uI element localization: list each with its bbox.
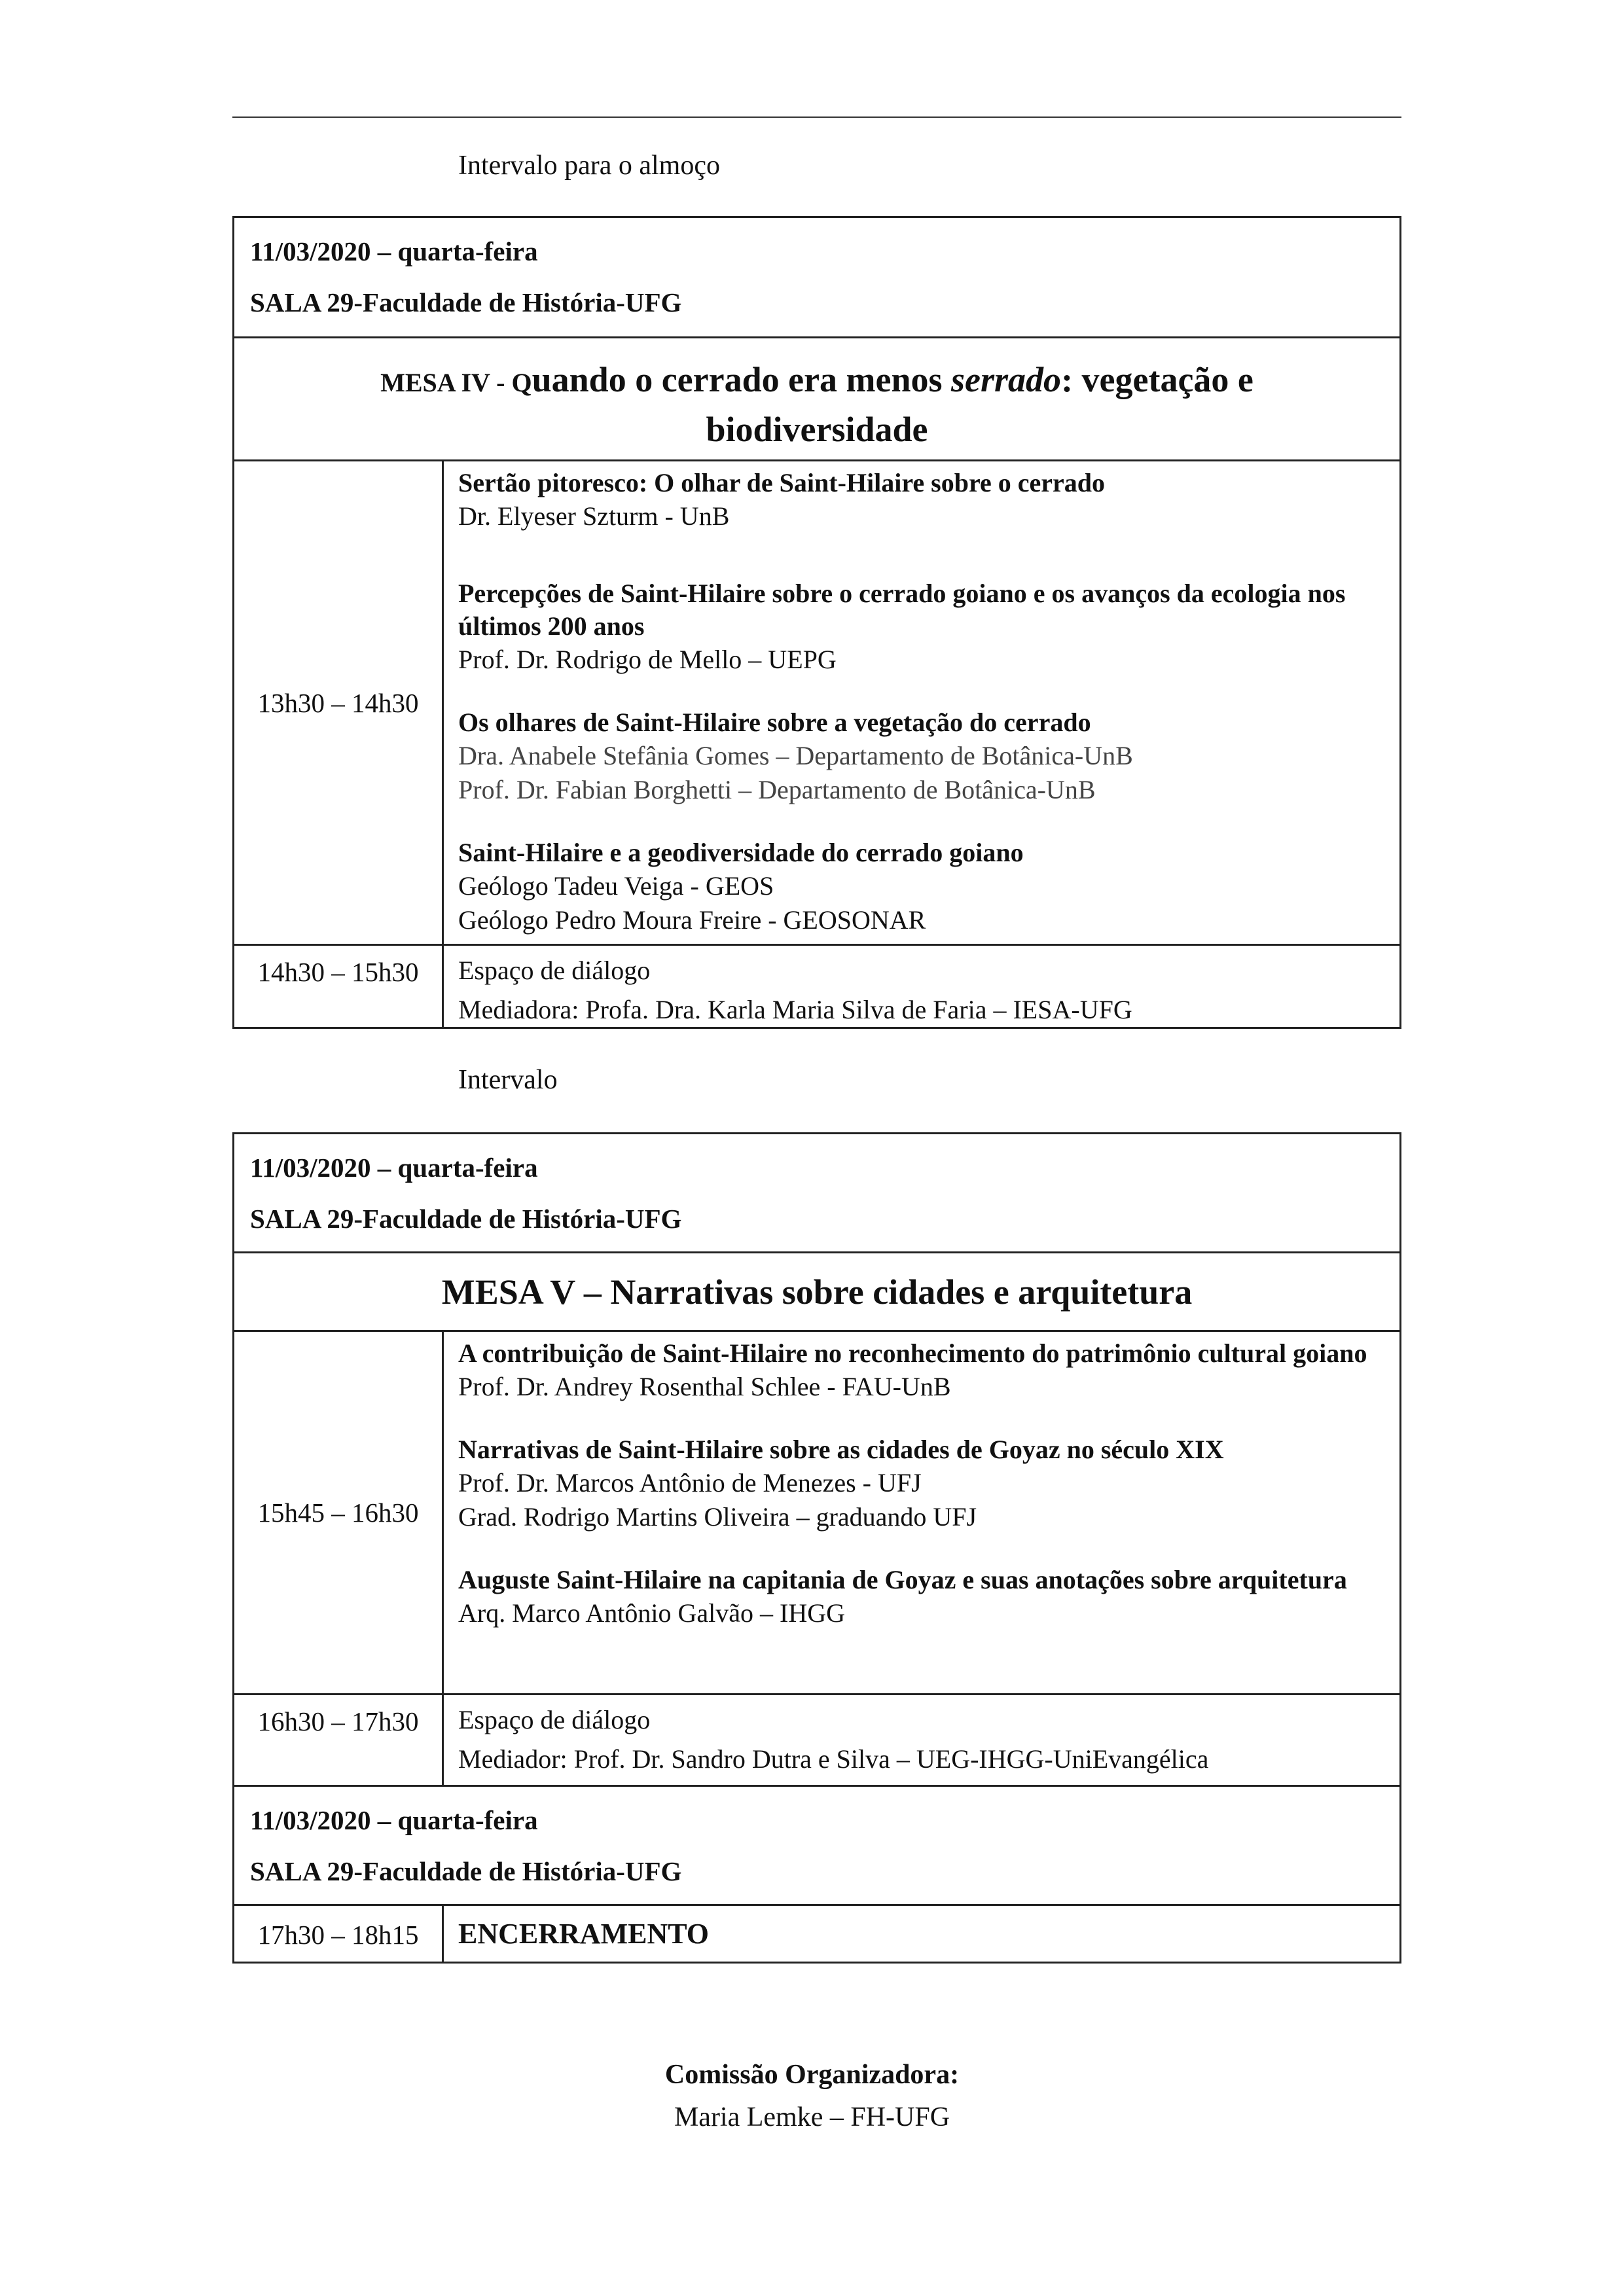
schedule-row xyxy=(234,1906,1399,1962)
talk-speaker: Prof. Dr. Fabian Borghetti – Departamento de Botânica-UnB xyxy=(458,775,1096,804)
mediator: Mediadora: Profa. Dra. Karla Maria Silva de Faria – IESA-UFG xyxy=(458,995,1132,1024)
organizer-name: Maria Lemke – FH-UFG xyxy=(674,2102,950,2132)
time-cell: 14h30 – 15h30 xyxy=(234,946,444,1027)
dialogue-label: Espaço de diálogo xyxy=(458,956,651,985)
schedule-row xyxy=(234,1693,1399,1785)
session-box-mesa-iv xyxy=(232,216,1401,1029)
talk-title: Saint-Hilaire e a geodiversidade do cerrado goiano xyxy=(458,838,1024,867)
talk-title: Narrativas de Saint-Hilaire sobre as cidades de Goyaz no século XIX xyxy=(458,1435,1224,1464)
talk-title: A contribuição de Saint-Hilaire no reconhecimento do patrimônio cultural goiano xyxy=(458,1338,1367,1368)
header-rule xyxy=(232,117,1401,118)
mesa-title-part2: : vegetação e xyxy=(1061,360,1254,399)
talk-speaker: Geólogo Pedro Moura Freire - GEOSONAR xyxy=(458,905,926,935)
session-box-mesa-v xyxy=(232,1132,1401,1964)
closing-label: ENCERRAMENTO xyxy=(458,1917,710,1950)
talk-speaker: Prof. Dr. Rodrigo de Mello – UEPG xyxy=(458,645,837,674)
talks-cell xyxy=(444,1332,1399,1693)
session-room: SALA 29-Faculdade de História-UFG xyxy=(250,287,682,317)
mesa-title-line2: biodiversidade xyxy=(706,410,928,449)
dialogue-cell xyxy=(444,946,1399,1027)
talk-speaker: Prof. Dr. Andrey Rosenthal Schlee - FAU-UnB xyxy=(458,1372,951,1401)
talk-speaker: Prof. Dr. Marcos Antônio de Menezes - UFJ xyxy=(458,1468,922,1498)
mesa-title: MESA V – Narrativas sobre cidades e arquitetura xyxy=(234,1253,1399,1332)
talk-title: Os olhares de Saint-Hilaire sobre a vegetação do cerrado xyxy=(458,708,1091,737)
session-header xyxy=(234,1134,1399,1253)
mesa-title-italic: serrado xyxy=(951,360,1062,399)
talk-speaker: Dra. Anabele Stefânia Gomes – Departamento de Botânica-UnB xyxy=(458,741,1133,770)
talks-cell xyxy=(444,461,1399,944)
mesa-prefix: MESA IV - Q xyxy=(380,368,532,397)
schedule-row xyxy=(234,944,1399,1027)
break-text: Intervalo xyxy=(458,1065,558,1095)
organizers-heading: Comissão Organizadora: xyxy=(664,2060,960,2090)
mesa-title-part1: uando o cerrado era menos xyxy=(532,360,952,399)
lunch-break-text: Intervalo para o almoço xyxy=(458,151,720,181)
mesa-title xyxy=(234,338,1399,461)
session-date: 11/03/2020 – quarta-feira xyxy=(250,1805,538,1835)
session-room: SALA 29-Faculdade de História-UFG xyxy=(250,1204,682,1234)
time-cell: 17h30 – 18h15 xyxy=(234,1906,444,1962)
talk-title: Auguste Saint-Hilaire na capitania de Goyaz e suas anotações sobre arquitetura xyxy=(458,1565,1347,1594)
talk-title: Sertão pitoresco: O olhar de Saint-Hilaire sobre o cerrado xyxy=(458,468,1106,497)
schedule-row xyxy=(234,461,1399,944)
session-date: 11/03/2020 – quarta-feira xyxy=(250,236,538,266)
talk-speaker: Dr. Elyeser Szturm - UnB xyxy=(458,501,730,531)
closing-header xyxy=(234,1785,1399,1906)
session-room: SALA 29-Faculdade de História-UFG xyxy=(250,1856,682,1886)
time-cell: 13h30 – 14h30 xyxy=(234,461,444,944)
time-cell: 15h45 – 16h30 xyxy=(234,1332,444,1693)
talk-speaker: Grad. Rodrigo Martins Oliveira – graduando UFJ xyxy=(458,1502,977,1532)
dialogue-cell xyxy=(444,1695,1399,1785)
session-date: 11/03/2020 – quarta-feira xyxy=(250,1153,538,1183)
time-cell: 16h30 – 17h30 xyxy=(234,1695,444,1785)
closing-cell xyxy=(444,1906,1399,1962)
talk-speaker: Geólogo Tadeu Veiga - GEOS xyxy=(458,871,774,901)
talk-speaker: Arq. Marco Antônio Galvão – IHGG xyxy=(458,1598,845,1628)
session-header xyxy=(234,218,1399,338)
talk-title: Percepções de Saint-Hilaire sobre o cerrado goiano e os avanços da ecologia nos últimos 200 anos xyxy=(458,579,1346,641)
mediator: Mediador: Prof. Dr. Sandro Dutra e Silva – UEG-IHGG-UniEvangélica xyxy=(458,1744,1209,1774)
dialogue-label: Espaço de diálogo xyxy=(458,1705,651,1734)
schedule-row xyxy=(234,1332,1399,1693)
